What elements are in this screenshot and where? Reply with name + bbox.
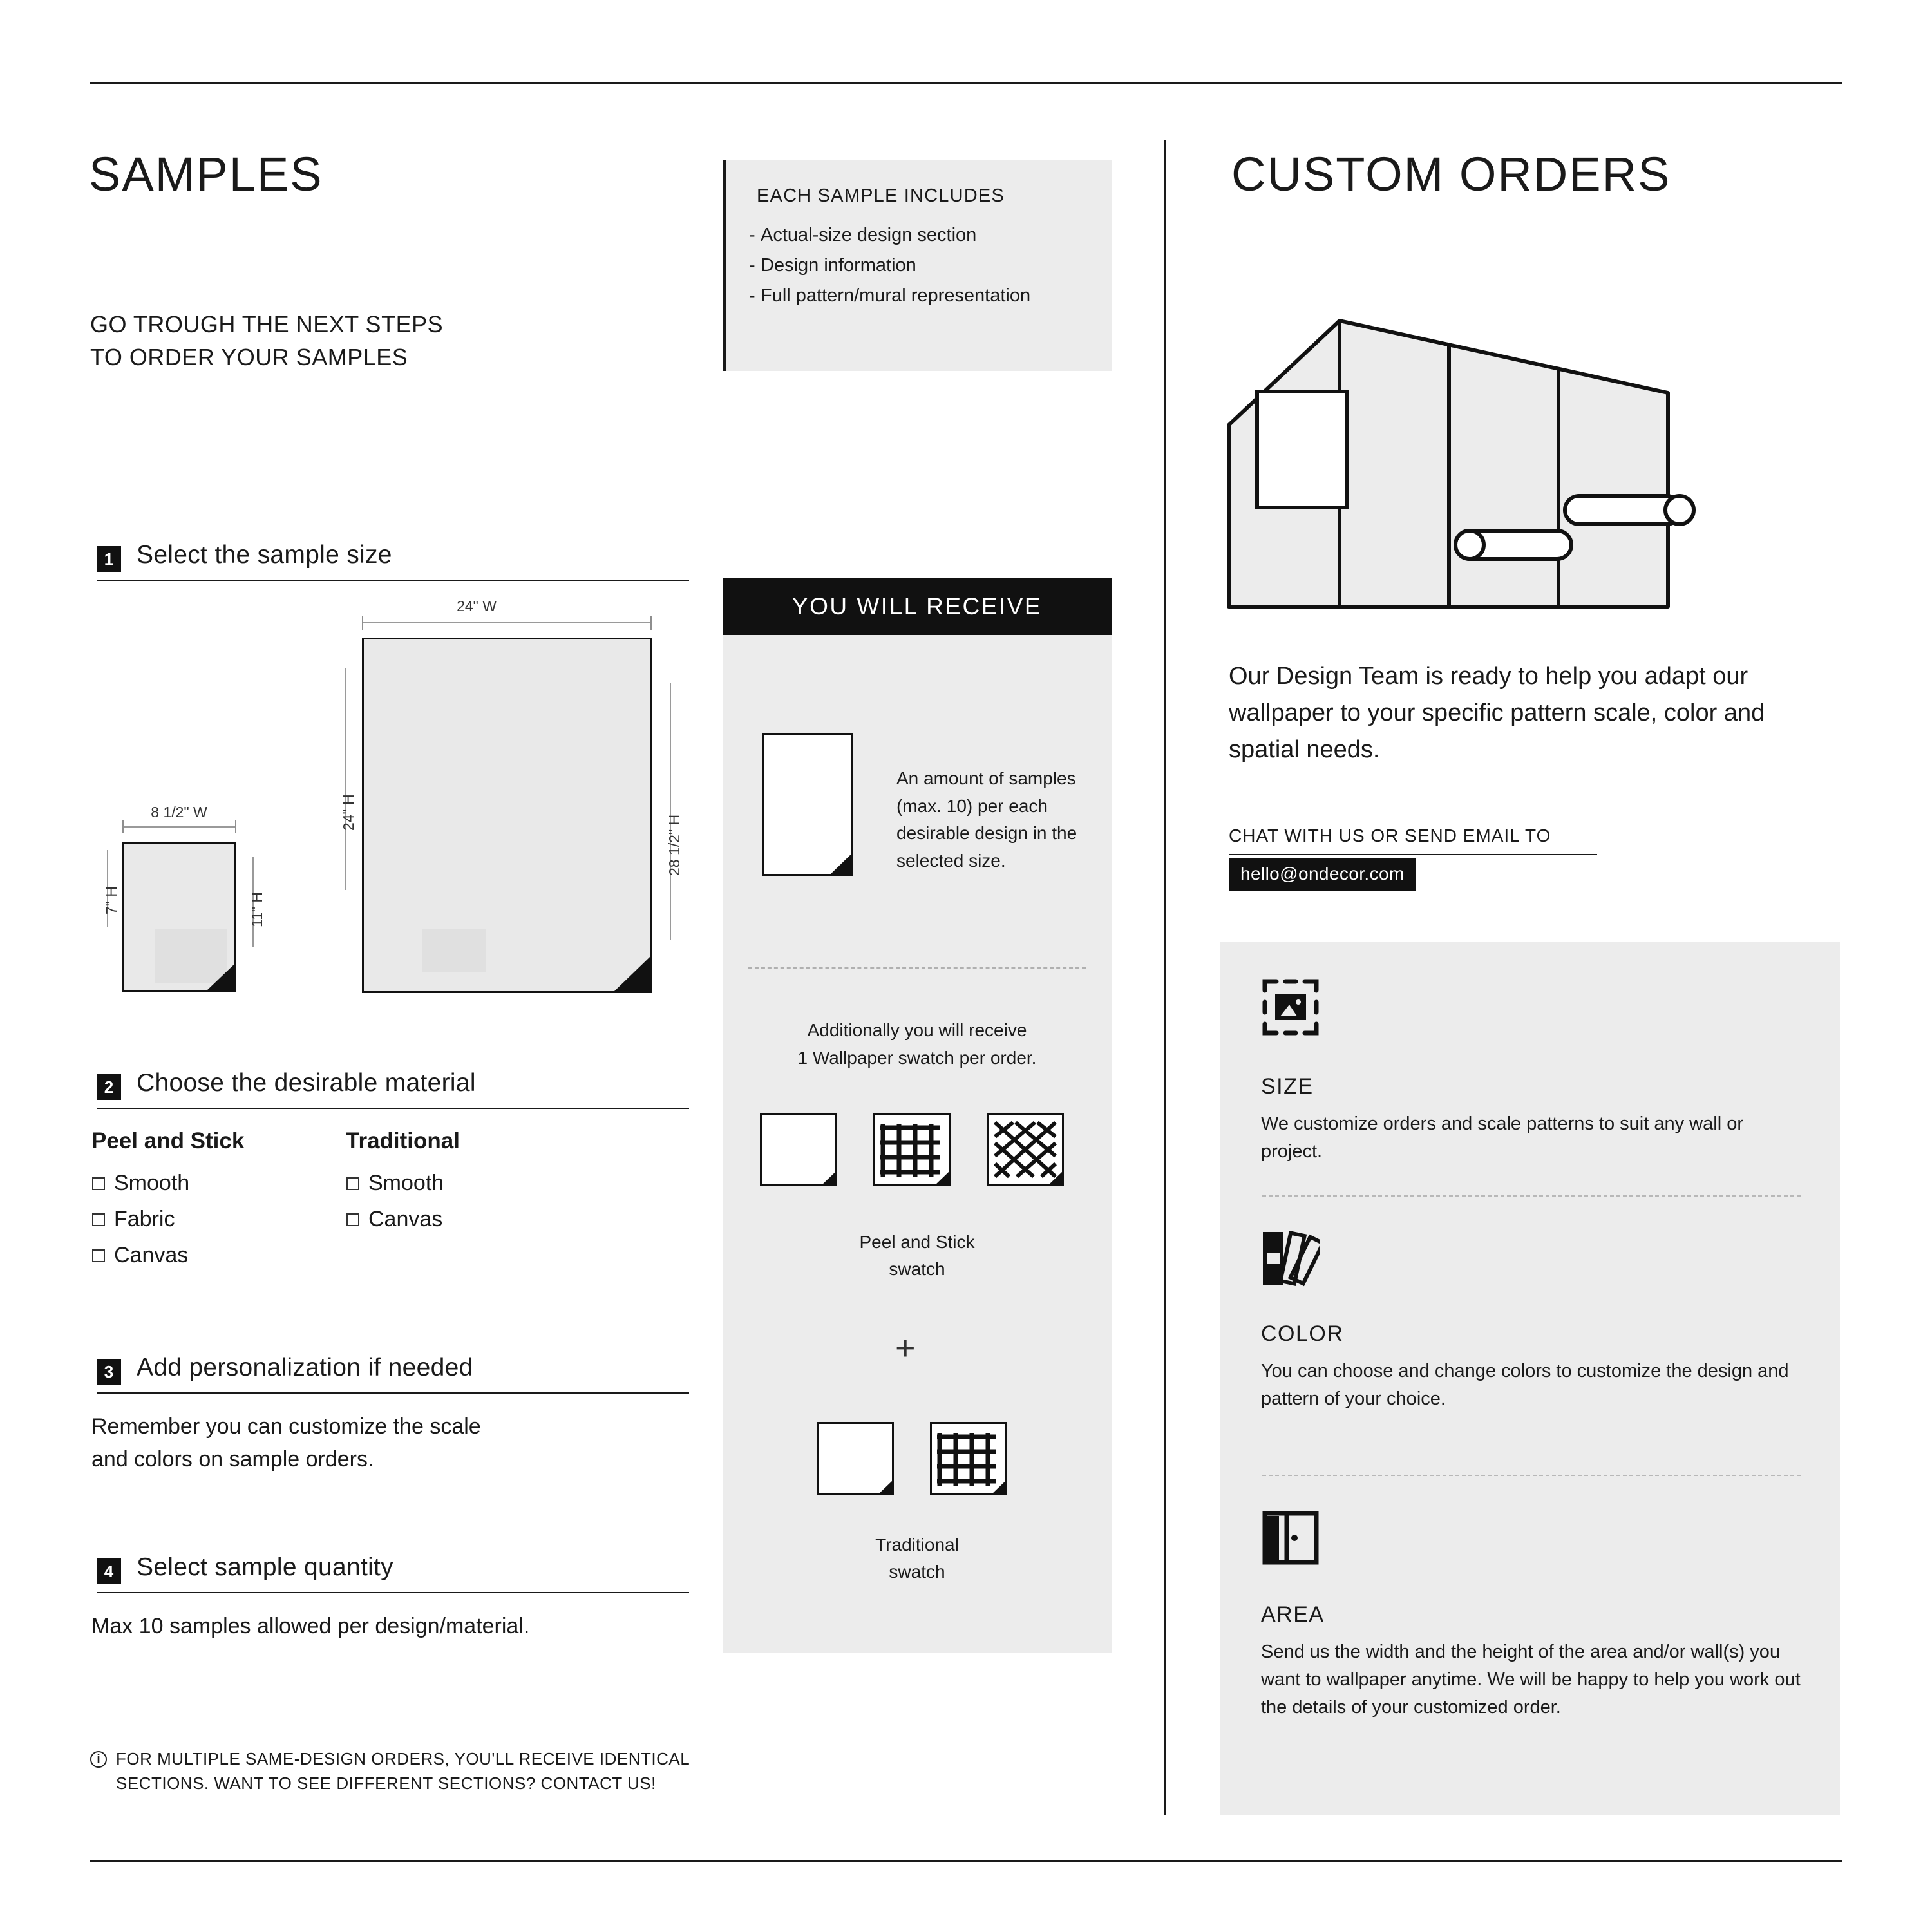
material-option-label: Fabric xyxy=(114,1207,175,1231)
peel-swatch-caption-line2: swatch xyxy=(889,1259,945,1279)
sample-sheet-corner-fold xyxy=(830,853,852,875)
you-will-receive-header: YOU WILL RECEIVE xyxy=(723,578,1112,635)
material-option-trad-smooth[interactable] xyxy=(346,1171,444,1196)
footnote-line2: SECTIONS. WANT TO SEE DIFFERENT SECTIONS? CONTACT US! xyxy=(116,1774,656,1794)
step-4-number: 4 xyxy=(97,1558,121,1584)
room-wallpaper-illustration xyxy=(1217,309,1707,618)
custom-orders-title: CUSTOM ORDERS xyxy=(1231,147,1671,201)
material-group-traditional-title: Traditional xyxy=(346,1128,460,1153)
peel-swatch-grid-corner xyxy=(934,1170,951,1186)
receive-main-text: An amount of samples (max. 10) per each desirable design in the selected size. xyxy=(896,768,1077,871)
includes-title: EACH SAMPLE INCLUDES xyxy=(757,185,1005,206)
bottom-divider xyxy=(90,1860,1842,1862)
feature-title-color: COLOR xyxy=(1261,1321,1344,1346)
includes-item-text: Full pattern/mural representation xyxy=(761,285,1031,306)
step-3-label: Add personalization if needed xyxy=(137,1354,473,1381)
small-width-dim-line xyxy=(122,826,236,828)
large-sample-rect xyxy=(362,638,652,993)
color-palette-icon-svg xyxy=(1261,1229,1320,1288)
chat-underline xyxy=(1229,854,1597,855)
traditional-swatch-caption-line1: Traditional xyxy=(875,1535,959,1555)
step-4-label: Select sample quantity xyxy=(137,1553,393,1581)
step-2-label: Choose the desirable material xyxy=(137,1069,476,1097)
list-item xyxy=(749,220,1097,251)
large-height-right-label: 28 1/2" H xyxy=(666,814,683,876)
feature-title-area: AREA xyxy=(1261,1602,1325,1627)
peel-swatch-caption xyxy=(788,1229,1046,1283)
image-frame-icon-svg xyxy=(1261,978,1320,1037)
custom-orders-paragraph: Our Design Team is ready to help you adapt our wallpaper to your specific pattern scale, color and spatial needs. xyxy=(1229,663,1765,763)
step-3-line1: Remember you can customize the scale xyxy=(91,1414,481,1439)
material-option-peel-smooth[interactable] xyxy=(92,1171,189,1196)
info-icon: i xyxy=(90,1751,107,1768)
feature-body-color: You can choose and change colors to customize the design and pattern of your choice. xyxy=(1261,1361,1789,1409)
step-3-line2: and colors on sample orders. xyxy=(91,1447,374,1472)
step-4-description: Max 10 samples allowed per design/material. xyxy=(91,1614,530,1638)
checkbox-icon[interactable] xyxy=(92,1177,105,1190)
feature-divider-1 xyxy=(1262,1195,1801,1197)
list-item xyxy=(749,281,1097,311)
chat-label: CHAT WITH US OR SEND EMAIL TO xyxy=(1229,826,1551,846)
material-option-peel-fabric[interactable] xyxy=(92,1207,175,1232)
small-width-tick-right xyxy=(235,820,236,833)
dash-marker: - xyxy=(749,254,755,276)
material-group-peel-title: Peel and Stick xyxy=(91,1128,245,1153)
large-width-dim-line xyxy=(362,622,652,623)
receive-additional-text xyxy=(739,1016,1095,1072)
samples-subtitle xyxy=(90,308,443,374)
footnote-line1: FOR MULTIPLE SAME-DESIGN ORDERS, YOU'LL RECEIVE IDENTICAL xyxy=(116,1749,690,1768)
plus-icon: + xyxy=(895,1329,916,1367)
material-option-label: Smooth xyxy=(114,1171,190,1195)
traditional-swatch-caption xyxy=(788,1531,1046,1586)
small-height-left-label: 7" H xyxy=(103,886,120,914)
checkbox-icon[interactable] xyxy=(92,1249,105,1262)
receive-additional-line2: 1 Wallpaper swatch per order. xyxy=(797,1048,1037,1068)
checkbox-icon[interactable] xyxy=(92,1213,105,1226)
includes-list xyxy=(749,220,1097,311)
samples-subtitle-line1: GO TROUGH THE NEXT STEPS xyxy=(90,311,444,337)
step-1-number: 1 xyxy=(97,546,121,572)
includes-accent-bar xyxy=(723,160,726,371)
material-option-label: Canvas xyxy=(368,1207,443,1231)
material-option-peel-canvas[interactable] xyxy=(92,1243,188,1268)
samples-title: SAMPLES xyxy=(89,147,323,201)
large-width-tick-right xyxy=(650,616,652,630)
dash-marker: - xyxy=(749,225,755,245)
peel-swatch-plain-corner xyxy=(820,1170,837,1186)
large-sample-corner-fold xyxy=(614,956,650,991)
step-3-number: 3 xyxy=(97,1359,121,1385)
includes-item-text: Actual-size design section xyxy=(761,225,977,245)
large-height-left-line xyxy=(345,668,346,890)
step-2-rule xyxy=(97,1108,689,1109)
small-width-tick-left xyxy=(122,820,124,833)
checkbox-icon[interactable] xyxy=(346,1177,359,1190)
top-divider xyxy=(90,82,1842,84)
small-sample-corner-fold xyxy=(205,965,234,992)
large-sample-inner-block xyxy=(422,929,486,972)
receive-additional-line1: Additionally you will receive xyxy=(807,1020,1027,1040)
traditional-swatch-caption-line2: swatch xyxy=(889,1562,945,1582)
peel-swatch-caption-line1: Peel and Stick xyxy=(859,1232,975,1252)
peel-swatch-diagonal-corner xyxy=(1047,1170,1064,1186)
image-frame-icon xyxy=(1261,978,1320,1037)
small-height-right-label: 11" H xyxy=(249,891,265,927)
feature-divider-2 xyxy=(1262,1475,1801,1476)
wall-area-icon-svg xyxy=(1261,1508,1320,1567)
step-4-rule xyxy=(97,1592,689,1593)
traditional-swatch-grid-corner xyxy=(990,1479,1007,1495)
footnote xyxy=(116,1747,889,1796)
step-3-rule xyxy=(97,1392,689,1394)
material-option-trad-canvas[interactable] xyxy=(346,1207,442,1232)
step-3-description xyxy=(91,1410,684,1476)
receive-divider xyxy=(748,967,1086,969)
samples-subtitle-line2: TO ORDER YOUR SAMPLES xyxy=(90,344,408,371)
dash-marker: - xyxy=(749,285,755,306)
color-palette-icon xyxy=(1261,1229,1320,1288)
traditional-swatch-plain-corner xyxy=(877,1479,894,1495)
list-item xyxy=(749,251,1097,281)
wall-area-icon xyxy=(1261,1508,1320,1567)
room-illustration xyxy=(1217,309,1707,618)
checkbox-icon[interactable] xyxy=(346,1213,359,1226)
small-width-label: 8 1/2" W xyxy=(151,804,207,820)
step-1-rule xyxy=(97,580,689,581)
material-option-label: Smooth xyxy=(368,1171,444,1195)
includes-item-text: Design information xyxy=(761,254,916,276)
large-width-label: 24" W xyxy=(457,598,497,614)
step-2-number: 2 xyxy=(97,1074,121,1100)
email-chip[interactable]: hello@ondecor.com xyxy=(1229,858,1416,891)
large-height-right-line xyxy=(670,683,671,940)
feature-body-area: Send us the width and the height of the area and/or wall(s) you want to wallpaper anytime. We will be happy to help you work out the details of your customized order. xyxy=(1261,1642,1801,1718)
material-option-label: Canvas xyxy=(114,1243,189,1267)
large-height-left-label: 24" H xyxy=(340,794,357,831)
feature-body-size: We customize orders and scale patterns to suit any wall or project. xyxy=(1261,1113,1743,1162)
large-width-tick-left xyxy=(362,616,363,630)
column-divider xyxy=(1164,140,1166,1815)
feature-title-size: SIZE xyxy=(1261,1074,1314,1099)
step-1-label: Select the sample size xyxy=(137,541,392,569)
